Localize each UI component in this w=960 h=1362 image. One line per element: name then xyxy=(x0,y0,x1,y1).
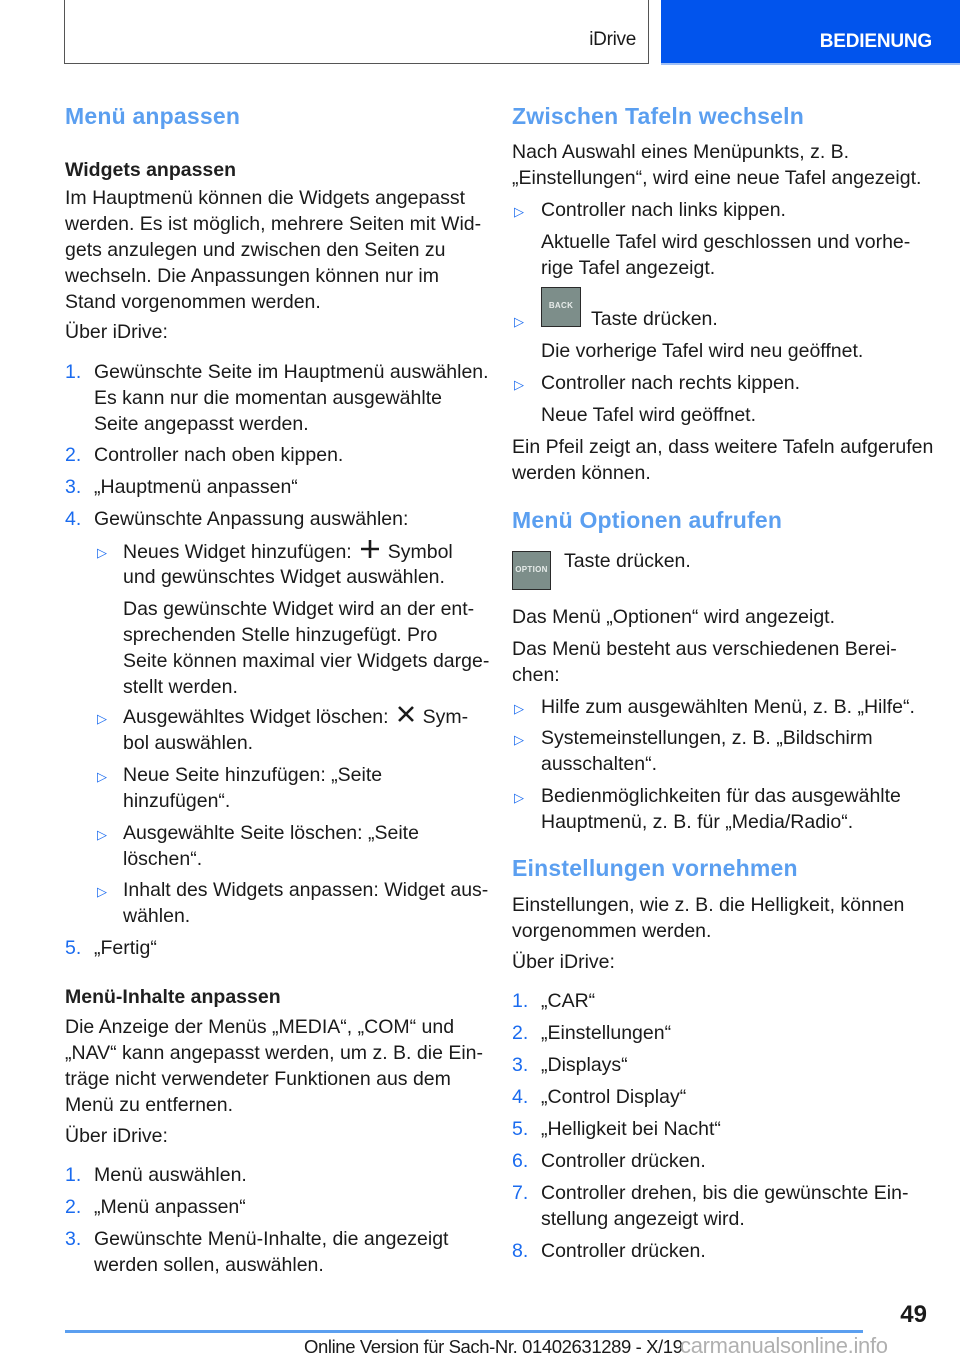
header-section-title: iDrive xyxy=(589,29,636,50)
bullet-text: Controller nach rechts kippen. xyxy=(541,372,801,394)
substep-add-widget xyxy=(123,539,453,567)
bullet-text: Taste drücken. xyxy=(591,308,718,330)
step-text: „Einstellungen“ xyxy=(541,1022,672,1044)
back-key-icon: BACK xyxy=(541,287,581,327)
step-text: Seite angepasst werden. xyxy=(94,413,309,435)
substep-text: Inhalt des Widgets anpassen: Widget aus- xyxy=(123,879,489,901)
step-number: 1. xyxy=(65,361,82,383)
paragraph-line: chen: xyxy=(512,664,560,686)
section-title-menu-anpassen: Menü anpassen xyxy=(65,103,241,129)
bullet-triangle-icon: ▷ xyxy=(514,790,524,805)
step-text: „Fertig“ xyxy=(94,937,157,959)
step-number: 1. xyxy=(512,990,529,1012)
page-number: 49 xyxy=(900,1301,927,1328)
subheading-menu-content: Menü-Inhalte anpassen xyxy=(65,986,281,1008)
step-text: Controller drücken. xyxy=(541,1240,706,1262)
paragraph-line: Die Anzeige der Menüs „MEDIA“, „COM“ und xyxy=(65,1016,455,1038)
paragraph-line: vorgenommen werden. xyxy=(512,920,712,942)
step-number: 3. xyxy=(65,1228,82,1250)
paragraph-line: werden. Es ist möglich, mehrere Seiten mit Wid- xyxy=(65,213,482,235)
bullet-text: ausschalten“. xyxy=(541,753,657,775)
subheading-widgets: Widgets anpassen xyxy=(65,159,237,181)
bullet-triangle-icon: ▷ xyxy=(514,204,524,219)
step-text: Controller drehen, bis die gewünschte Ein- xyxy=(541,1182,909,1204)
note-line: Aktuelle Tafel wird geschlossen und vorhe- xyxy=(541,231,911,253)
substep-delete-widget xyxy=(123,705,468,731)
note-line: Neue Tafel wird geöffnet. xyxy=(541,404,757,426)
step-text: „Displays“ xyxy=(541,1054,628,1076)
step-number: 8. xyxy=(512,1240,529,1262)
substep-text: Neue Seite hinzufügen: „Seite xyxy=(123,764,383,786)
note-line: Die vorherige Tafel wird neu geöffnet. xyxy=(541,340,864,362)
paragraph-line: Nach Auswahl eines Menüpunkts, z. B. xyxy=(512,141,850,163)
substep-text: löschen“. xyxy=(123,848,203,870)
step-number: 2. xyxy=(512,1022,529,1044)
step-text: Controller nach oben kippen. xyxy=(94,444,344,466)
step-text: „Helligkeit bei Nacht“ xyxy=(541,1118,721,1140)
watermark-link[interactable]: carmanualsonline.info xyxy=(680,1333,888,1358)
paragraph-line: Im Hauptmenü können die Widgets angepasst xyxy=(65,187,465,209)
step-text: „CAR“ xyxy=(541,990,596,1012)
note-line: stellt werden. xyxy=(123,676,238,698)
step-text: Gewünschte Menü-Inhalte, die angezeigt xyxy=(94,1228,449,1250)
step-number: 3. xyxy=(65,476,82,498)
step-number: 1. xyxy=(65,1164,82,1186)
note-line: Das gewünschte Widget wird an der ent- xyxy=(123,598,475,620)
step-text: stellung angezeigt wird. xyxy=(541,1208,745,1230)
substep-text: Symbol xyxy=(387,540,453,563)
header-section-box xyxy=(64,0,649,64)
bullet-triangle-icon: ▷ xyxy=(97,545,107,560)
substep-text: wählen. xyxy=(123,905,191,927)
note-line: sprechenden Stelle hinzugefügt. Pro xyxy=(123,624,438,646)
paragraph-line: Stand vorgenommen werden. xyxy=(65,291,321,313)
via-idrive-label: Über iDrive: xyxy=(512,951,615,973)
step-text: Gewünschte Anpassung auswählen: xyxy=(94,508,409,530)
close-icon xyxy=(397,705,415,731)
step-text: Menü auswählen. xyxy=(94,1164,247,1186)
paragraph-line: wechseln. Die Anpassungen können nur im xyxy=(65,265,439,287)
paragraph-line: „Einstellungen“, wird eine neue Tafel angezeigt. xyxy=(512,167,922,189)
bullet-text: Hilfe zum ausgewählten Menü, z. B. „Hilfe“. xyxy=(541,696,915,718)
paragraph-line: Das Menü besteht aus verschiedenen Berei- xyxy=(512,638,897,660)
bullet-triangle-icon: ▷ xyxy=(514,377,524,392)
step-number: 4. xyxy=(65,508,82,530)
bullet-triangle-icon: ▷ xyxy=(514,701,524,716)
note-line: rige Tafel angezeigt. xyxy=(541,257,716,279)
option-key-icon: OPTION xyxy=(512,551,551,590)
via-idrive-label: Über iDrive: xyxy=(65,321,168,343)
paragraph-line: Das Menü „Optionen“ wird angezeigt. xyxy=(512,606,835,628)
step-text: „Control Display“ xyxy=(541,1086,687,1108)
step-number: 2. xyxy=(65,444,82,466)
step-number: 6. xyxy=(512,1150,529,1172)
bullet-text: Controller nach links kippen. xyxy=(541,199,786,221)
step-text: Gewünschte Seite im Hauptmenü auswählen. xyxy=(94,361,489,383)
step-text: „Hauptmenü anpassen“ xyxy=(94,476,298,498)
section-title-options: Menü Optionen aufrufen xyxy=(512,507,783,533)
footer-version-text: Online Version für Sach-Nr. 01402631289 - X/19 xyxy=(304,1336,683,1357)
section-title-switch-panels: Zwischen Tafeln wechseln xyxy=(512,103,804,129)
step-text: Controller drücken. xyxy=(541,1150,706,1172)
substep-text: Ausgewählte Seite löschen: „Seite xyxy=(123,822,419,844)
paragraph-line: Einstellungen, wie z. B. die Helligkeit, können xyxy=(512,894,905,916)
section-title-settings: Einstellungen vornehmen xyxy=(512,855,798,881)
substep-text: bol auswählen. xyxy=(123,732,254,754)
step-text: Es kann nur die momentan ausgewählte xyxy=(94,387,442,409)
step-text: „Menü anpassen“ xyxy=(94,1196,246,1218)
bullet-text: Systemeinstellungen, z. B. „Bildschirm xyxy=(541,727,873,749)
substep-text: Sym- xyxy=(422,706,469,728)
step-number: 5. xyxy=(65,937,82,959)
paragraph-line: träge nicht verwendeter Funktionen aus dem xyxy=(65,1068,451,1090)
paragraph-line: Taste drücken. xyxy=(564,550,691,572)
substep-text: hinzufügen“. xyxy=(123,790,231,812)
step-number: 4. xyxy=(512,1086,529,1108)
header-chapter-label: BEDIENUNG xyxy=(819,31,932,52)
step-number: 7. xyxy=(512,1182,529,1204)
bullet-triangle-icon: ▷ xyxy=(97,884,107,899)
note-line: Seite können maximal vier Widgets darge- xyxy=(123,650,490,672)
substep-text: und gewünschtes Widget auswählen. xyxy=(123,566,445,588)
bullet-triangle-icon: ▷ xyxy=(514,314,524,329)
step-number: 5. xyxy=(512,1118,529,1140)
header-chapter-tab xyxy=(661,0,960,65)
bullet-triangle-icon: ▷ xyxy=(97,827,107,842)
bullet-triangle-icon: ▷ xyxy=(514,732,524,747)
plus-icon xyxy=(360,539,380,567)
via-idrive-label: Über iDrive: xyxy=(65,1125,168,1147)
step-text: werden sollen, auswählen. xyxy=(94,1254,324,1276)
bullet-text: Hauptmenü, z. B. für „Media/Radio“. xyxy=(541,811,854,833)
bullet-triangle-icon: ▷ xyxy=(97,711,107,726)
paragraph-line: gets anzulegen und zwischen den Seiten zu xyxy=(65,239,446,261)
bullet-text: Bedienmöglichkeiten für das ausgewählte xyxy=(541,785,901,807)
substep-text: Ausgewähltes Widget löschen: xyxy=(123,706,389,728)
paragraph-line: werden können. xyxy=(512,462,651,484)
paragraph-line: „NAV“ kann angepasst werden, um z. B. die Ein- xyxy=(65,1042,484,1064)
step-number: 2. xyxy=(65,1196,82,1218)
paragraph-line: Ein Pfeil zeigt an, dass weitere Tafeln aufgerufen xyxy=(512,436,934,458)
substep-text: Neues Widget hinzufügen: xyxy=(123,540,352,563)
paragraph-line: Menü zu entfernen. xyxy=(65,1094,234,1116)
bullet-triangle-icon: ▷ xyxy=(97,769,107,784)
step-number: 3. xyxy=(512,1054,529,1076)
